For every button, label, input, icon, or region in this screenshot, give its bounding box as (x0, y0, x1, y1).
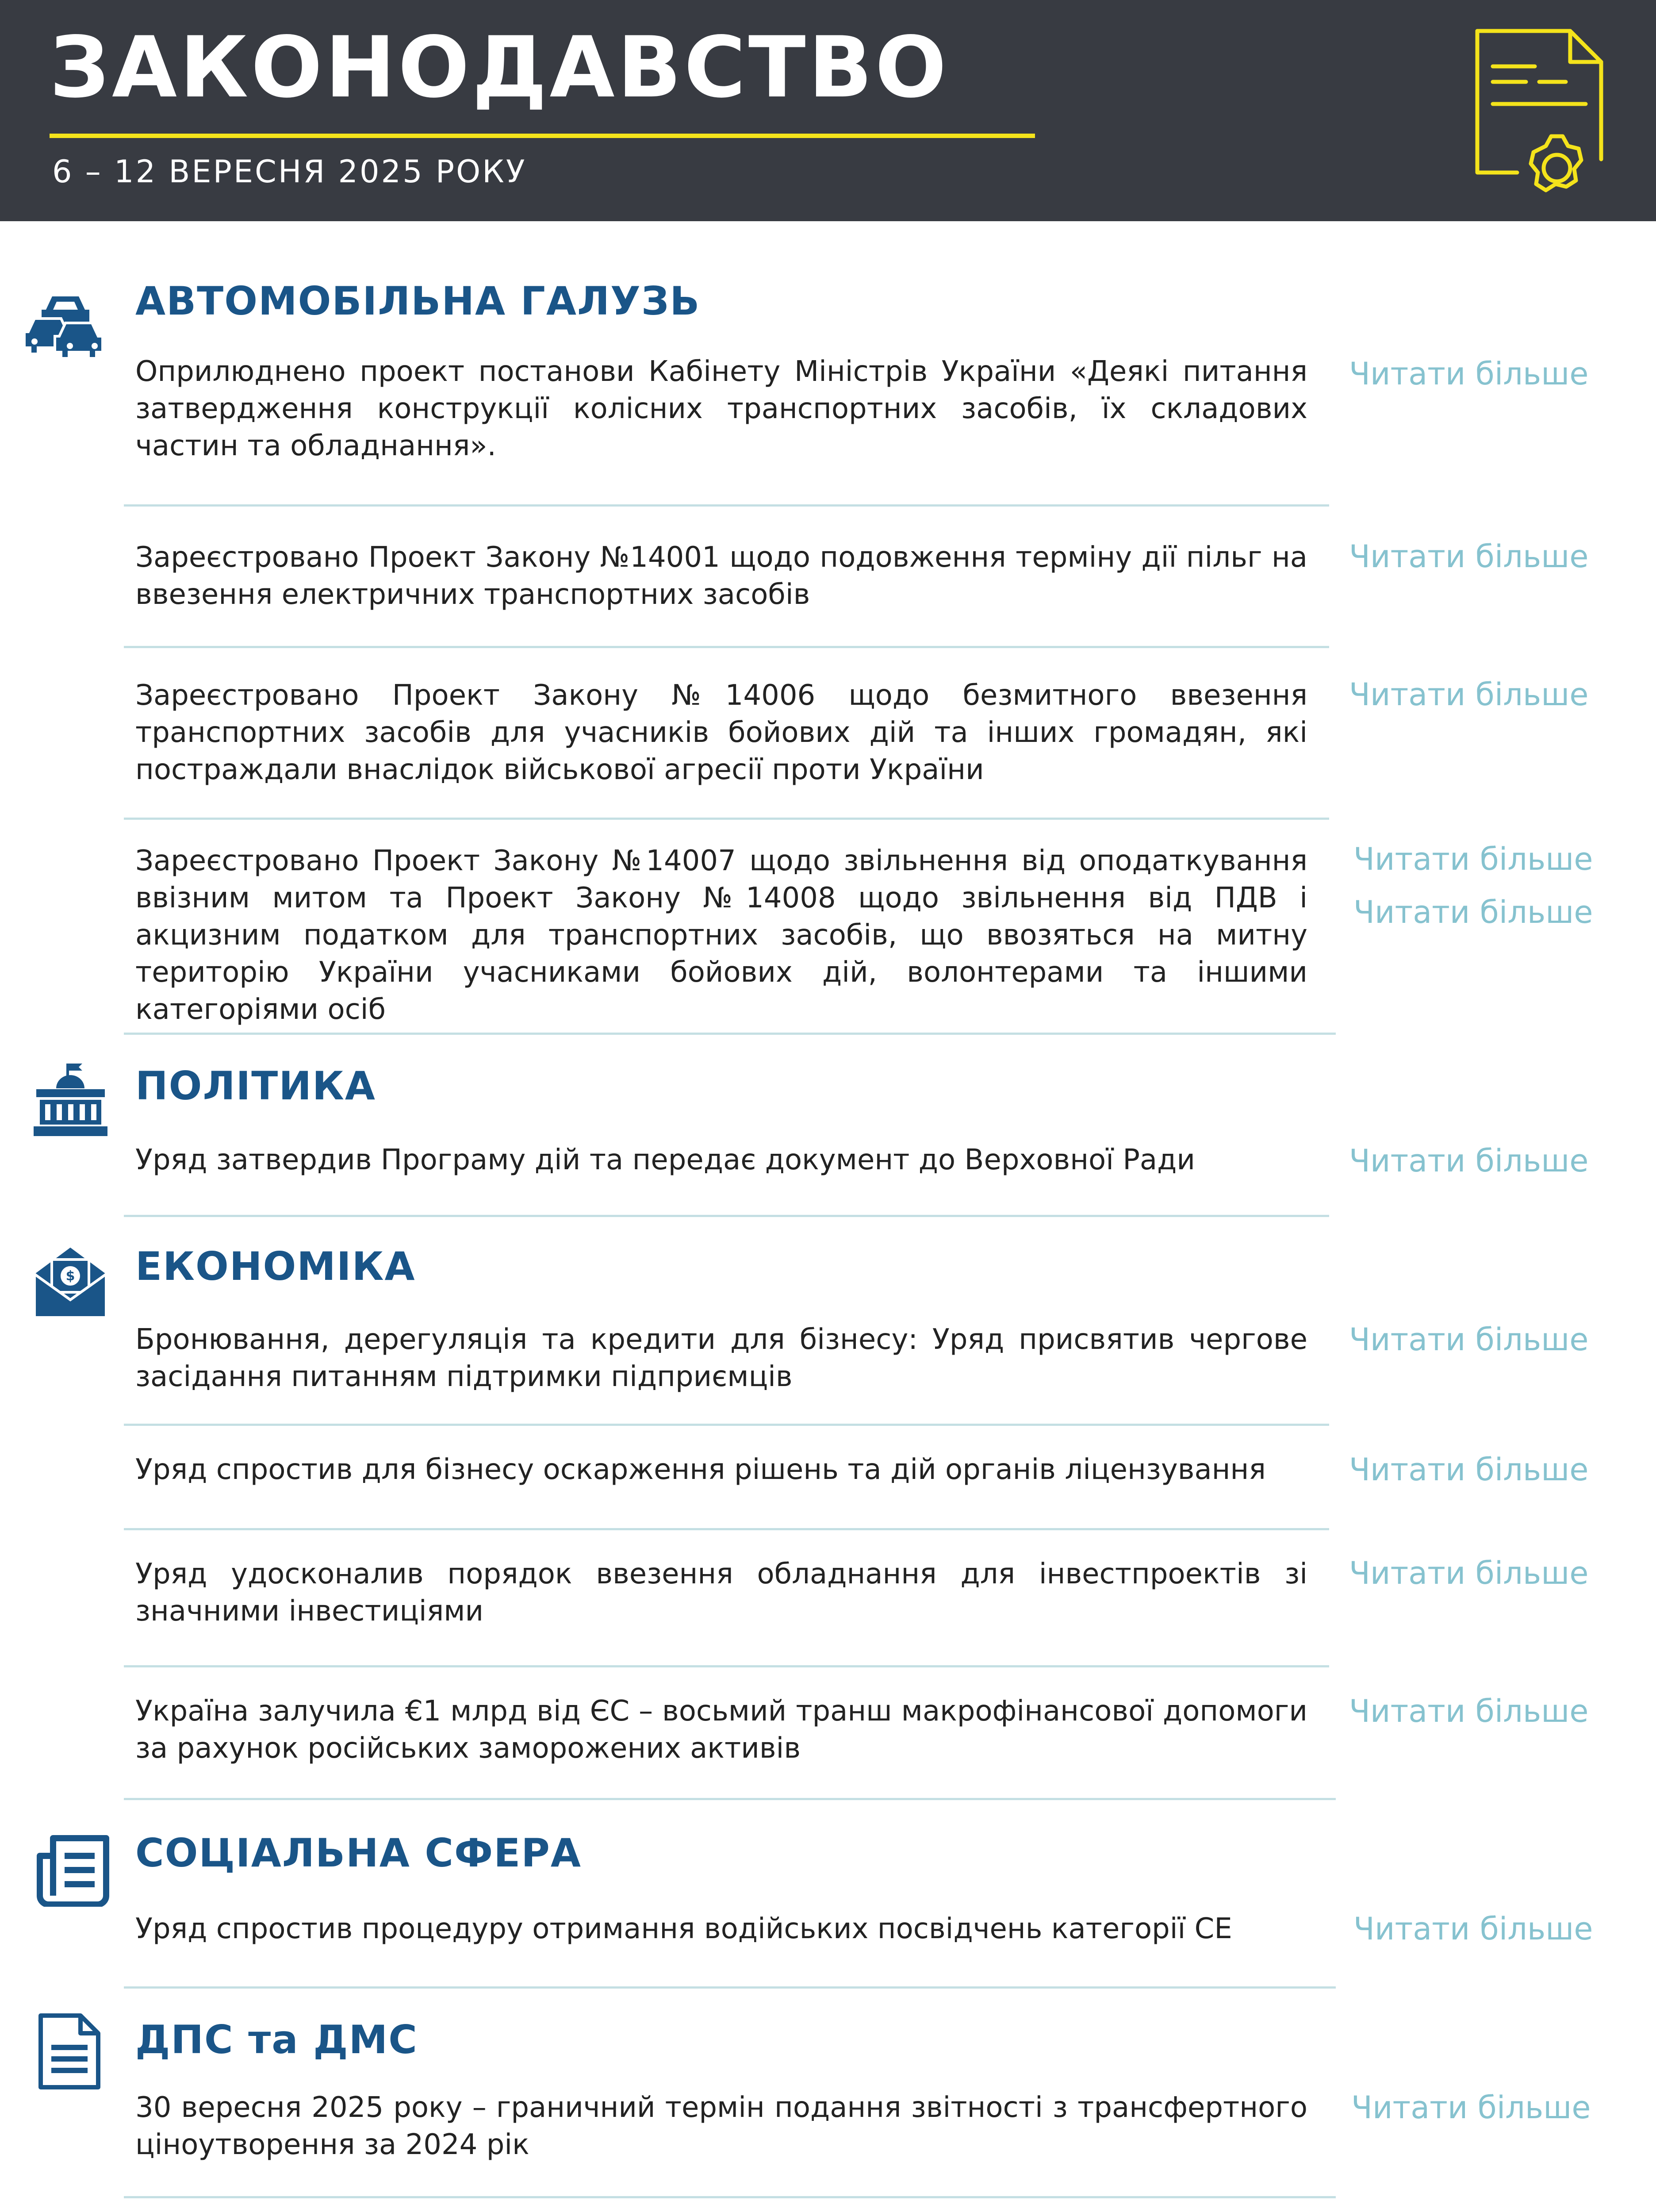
news-item: Оприлюднено проект постанови Кабінету Міністрів України «Деякі питання затвердження конструкції колісних транспортних засобів, їх складових частин та обладнання». (135, 355, 1307, 462)
news-item: 30 вересня 2025 року – граничний термін подання звітності з трансфертного ціноутворення за 2024 рік (135, 2091, 1307, 2161)
read-more-link-14007[interactable]: Читати більше (1353, 841, 1593, 877)
divider (124, 1215, 1329, 1217)
document-gear-icon (1468, 27, 1610, 204)
read-more-link-14008[interactable]: Читати більше (1353, 894, 1593, 930)
divider (124, 1528, 1329, 1530)
news-item: Зареєстровано Проект Закону №14001 щодо подовження терміну дії пільг на ввезення електричних транспортних засобів (135, 541, 1307, 611)
document-icon (32, 2013, 109, 2090)
news-item: Зареєстровано Проект Закону №14007 щодо звільнення від оподаткування ввізним митом та Проект Закону №14008 щодо звільнення від ПДВ і акцизним податком для транспортних засобів, що ввозяться на митну територію України учасниками бойових дій, волонтерами та іншими категоріями осіб (135, 845, 1307, 1026)
read-more-link[interactable]: Читати більше (1349, 1143, 1589, 1179)
divider (124, 1798, 1336, 1800)
cars-icon (26, 288, 103, 365)
divider (124, 504, 1329, 507)
news-item: Уряд спростив для бізнесу оскарження рішень та дій органів ліцензування (135, 1453, 1266, 1486)
header-divider (50, 134, 1035, 138)
read-more-link[interactable]: Читати більше (1349, 538, 1589, 575)
read-more-link[interactable]: Читати більше (1349, 1452, 1589, 1488)
divider (124, 818, 1329, 820)
header-banner (0, 0, 1656, 221)
news-item: Бронювання, дерегуляція та кредити для бізнесу: Уряд присвятив чергове засідання питанням підтримки підприємців (135, 1323, 1307, 1393)
read-more-link[interactable]: Читати більше (1351, 2089, 1591, 2126)
read-more-link[interactable]: Читати більше (1349, 1321, 1589, 1358)
section-title-economy: ЕКОНОМІКА (135, 1244, 416, 1289)
read-more-link[interactable]: Читати більше (1349, 676, 1589, 713)
page-title: ЗАКОНОДАВСТВО (50, 19, 949, 116)
divider (124, 1986, 1336, 1989)
read-more-link[interactable]: Читати більше (1353, 1911, 1593, 1947)
svg-text:$: $ (65, 1268, 75, 1284)
date-range: 6 – 12 ВЕРЕСНЯ 2025 РОКУ (52, 154, 527, 190)
read-more-link[interactable]: Читати більше (1349, 356, 1589, 392)
divider (124, 1033, 1336, 1035)
news-item: Уряд спростив процедуру отримання водійських посвідчень категорії СЕ (135, 1912, 1232, 1945)
divider (124, 1665, 1329, 1667)
money-envelope-icon (32, 1243, 109, 1321)
documents-icon (35, 1829, 113, 1907)
read-more-link[interactable]: Читати більше (1349, 1555, 1589, 1591)
news-item: Зареєстровано Проект Закону №14006 щодо безмитного ввезення транспортних засобів для учасників бойових дій та інших громадян, які постраждали внаслідок військової агресії проти України (135, 679, 1307, 786)
section-title-social: СОЦІАЛЬНА СФЕРА (135, 1830, 582, 1876)
section-title-tax: ДПС та ДМС (135, 2017, 418, 2062)
section-title-politics: ПОЛІТИКА (135, 1063, 376, 1109)
divider (124, 2196, 1336, 2198)
read-more-link[interactable]: Читати більше (1349, 1693, 1589, 1729)
divider (124, 646, 1329, 648)
news-item: Уряд удосконалив порядок ввезення обладнання для інвестпроектів зі значними інвестиціями (135, 1558, 1307, 1628)
government-building-icon (32, 1062, 109, 1139)
news-item: Україна залучила €1 млрд від ЄС – восьмий транш макрофінансової допомоги за рахунок російських заморожених активів (135, 1695, 1307, 1765)
divider (124, 1424, 1329, 1426)
section-title-auto: АВТОМОБІЛЬНА ГАЛУЗЬ (135, 278, 701, 324)
news-item: Уряд затвердив Програму дій та передає документ до Верховної Ради (135, 1144, 1195, 1176)
